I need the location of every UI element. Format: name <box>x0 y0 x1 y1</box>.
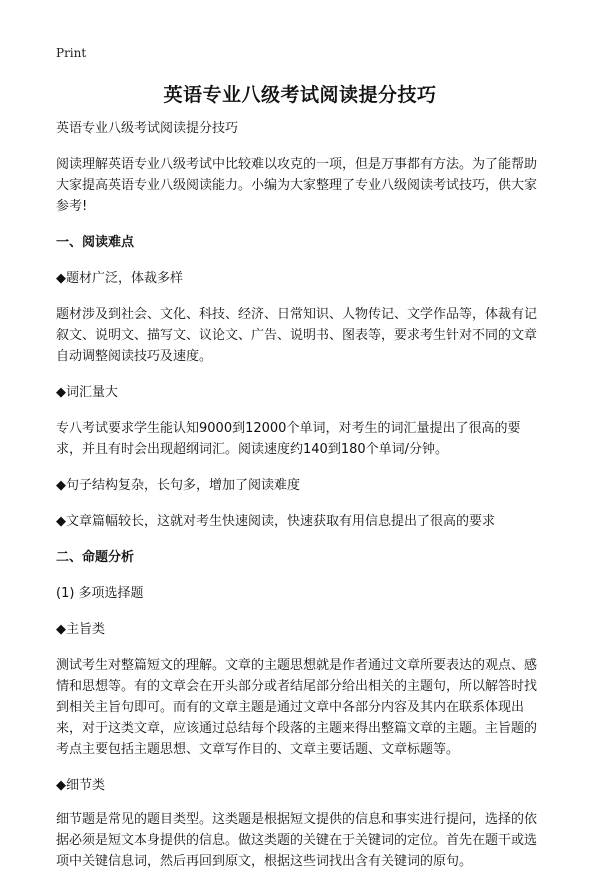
page-title: 英语专业八级考试阅读提分技巧 <box>163 84 437 106</box>
paragraph-detail: 细节题是常见的题目类型。这类题是根据短文提供的信息和事实进行提问，选择的依据必须是短文本身提供的信息。做这类题的关键在于关键词的定位。首先在题干或选项中关键信息词，然后再回到原文，根据这些词找出含有关键词的原句。 <box>56 812 538 869</box>
section-heading-difficulties: 一、阅读难点 <box>56 235 135 250</box>
bullet-sentence-structure: ◆句子结构复杂，长句多，增加了阅读难度 <box>56 478 300 493</box>
bullet-detail: ◆细节类 <box>56 778 105 793</box>
paragraph-vocabulary: 专八考试要求学生能认知9000到12000个单词，对考生的词汇量提出了很高的要求，并且有时会出现超纲词汇。阅读速度约140到180个单词/分钟。 <box>56 421 521 457</box>
intro-paragraph: 阅读理解英语专业八级考试中比较难以攻克的一项，但是万事都有方法。为了能帮助大家提高英语专业八级阅读能力。小编为大家整理了专业八级阅读考试技巧，供大家参考! <box>56 157 538 214</box>
print-link[interactable]: Print <box>56 46 87 60</box>
paragraph-main-idea: 测试考生对整篇短文的理解。文章的主题思想就是作者通过文章所要表达的观点、感情和思想等。有的文章会在开头部分或者结尾部分给出相关的主题句，所以解答时找到相关主旨句即可。而有的文章主题是通过文章中各部分内容及其内在联系体现出来，对于这类文章，应该通过总结每个段落的主题来得出整篇文章的主题。主旨题的考点主要包括主题思想、文章写作目的、文章主要话题、文章标题等。 <box>56 658 538 757</box>
bullet-article-length: ◆文章篇幅较长，这就对考生快速阅读，快速获取有用信息提出了很高的要求 <box>56 514 495 529</box>
section-heading-analysis: 二、命题分析 <box>56 550 135 565</box>
subheading-multiple-choice: (1) 多项选择题 <box>56 586 144 601</box>
article-subtitle: 英语专业八级考试阅读提分技巧 <box>56 121 239 136</box>
bullet-vocabulary: ◆词汇量大 <box>56 385 118 400</box>
paragraph-topic-variety: 题材涉及到社会、文化、科技、经济、日常知识、人物传记、文学作品等，体裁有记叙文、说明文、描写文、议论文、广告、说明书、图表等，要求考生针对不同的文章自动调整阅读技巧及速度。 <box>56 307 538 364</box>
bullet-main-idea: ◆主旨类 <box>56 622 105 637</box>
article-body <box>56 118 544 887</box>
bullet-topic-variety: ◆题材广泛，体裁多样 <box>56 271 183 286</box>
